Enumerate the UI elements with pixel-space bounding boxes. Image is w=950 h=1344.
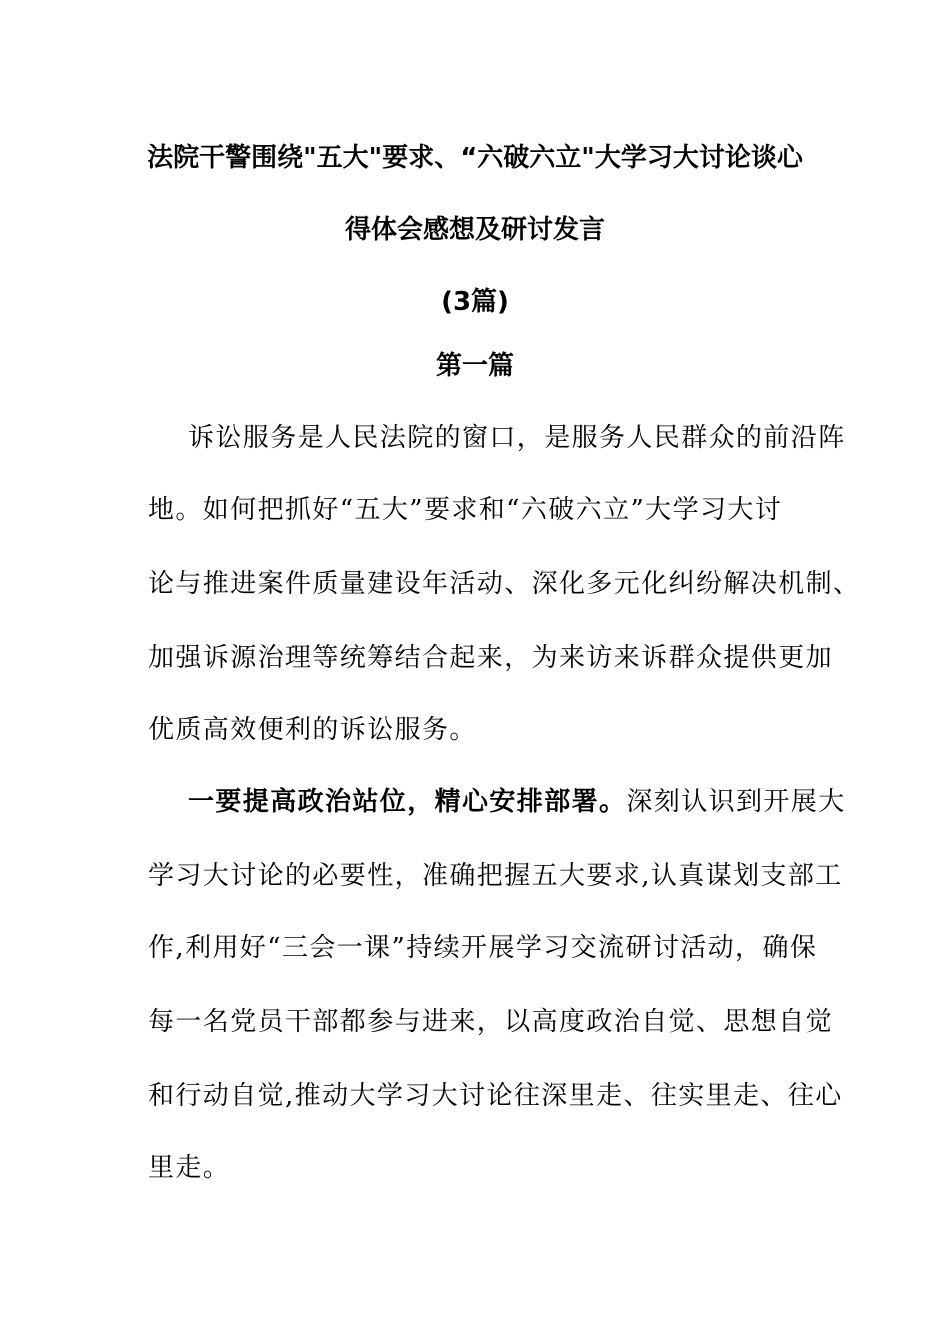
paragraph-1-line: 优质高效便利的诉讼服务。 xyxy=(148,715,477,745)
subtitle: (3篇) xyxy=(441,287,509,317)
paragraph-2-line: 学习大讨论的必要性，准确把握五大要求,认真谋划支部工 xyxy=(148,861,843,891)
title-line-1: 法院干警围绕"五大"要求、“六破六立"大学习大讨论谈心 xyxy=(147,143,803,173)
paragraph-1-line: 诉讼服务是人民法院的窗口，是服务人民群众的前沿阵 xyxy=(188,423,846,453)
paragraph-2-line: 里走。 xyxy=(148,1153,231,1183)
section-heading: 第一篇 xyxy=(435,351,514,381)
paragraph-2-line: 每一名党员干部都参与进来，以高度政治自觉、思想自觉 xyxy=(148,1007,834,1037)
paragraph-2-line: 作,利用好“三会一课”持续开展学习交流研讨活动，确保 xyxy=(148,933,818,963)
paragraph-1-line: 地。如何把抓好“五大”要求和“六破六立”大学习大讨 xyxy=(148,495,783,525)
paragraph-2-line: 和行动自觉,推动大学习大讨论往深里走、往实里走、往心 xyxy=(148,1081,843,1111)
paragraph-1-line: 加强诉源治理等统筹结合起来，为来访来诉群众提供更加 xyxy=(148,643,834,673)
title-line-2: 得体会感想及研讨发言 xyxy=(344,215,605,245)
paragraph-2-lead-heading: 一要提高政治站位，精心安排部署。 xyxy=(188,787,627,817)
paragraph-2-lead-text: 深刻认识到开展大 xyxy=(626,787,846,817)
paragraph-2-first-line xyxy=(188,782,846,822)
paragraph-1-line: 论与推进案件质量建设年活动、深化多元化纠纷解决机制、 xyxy=(148,569,861,599)
